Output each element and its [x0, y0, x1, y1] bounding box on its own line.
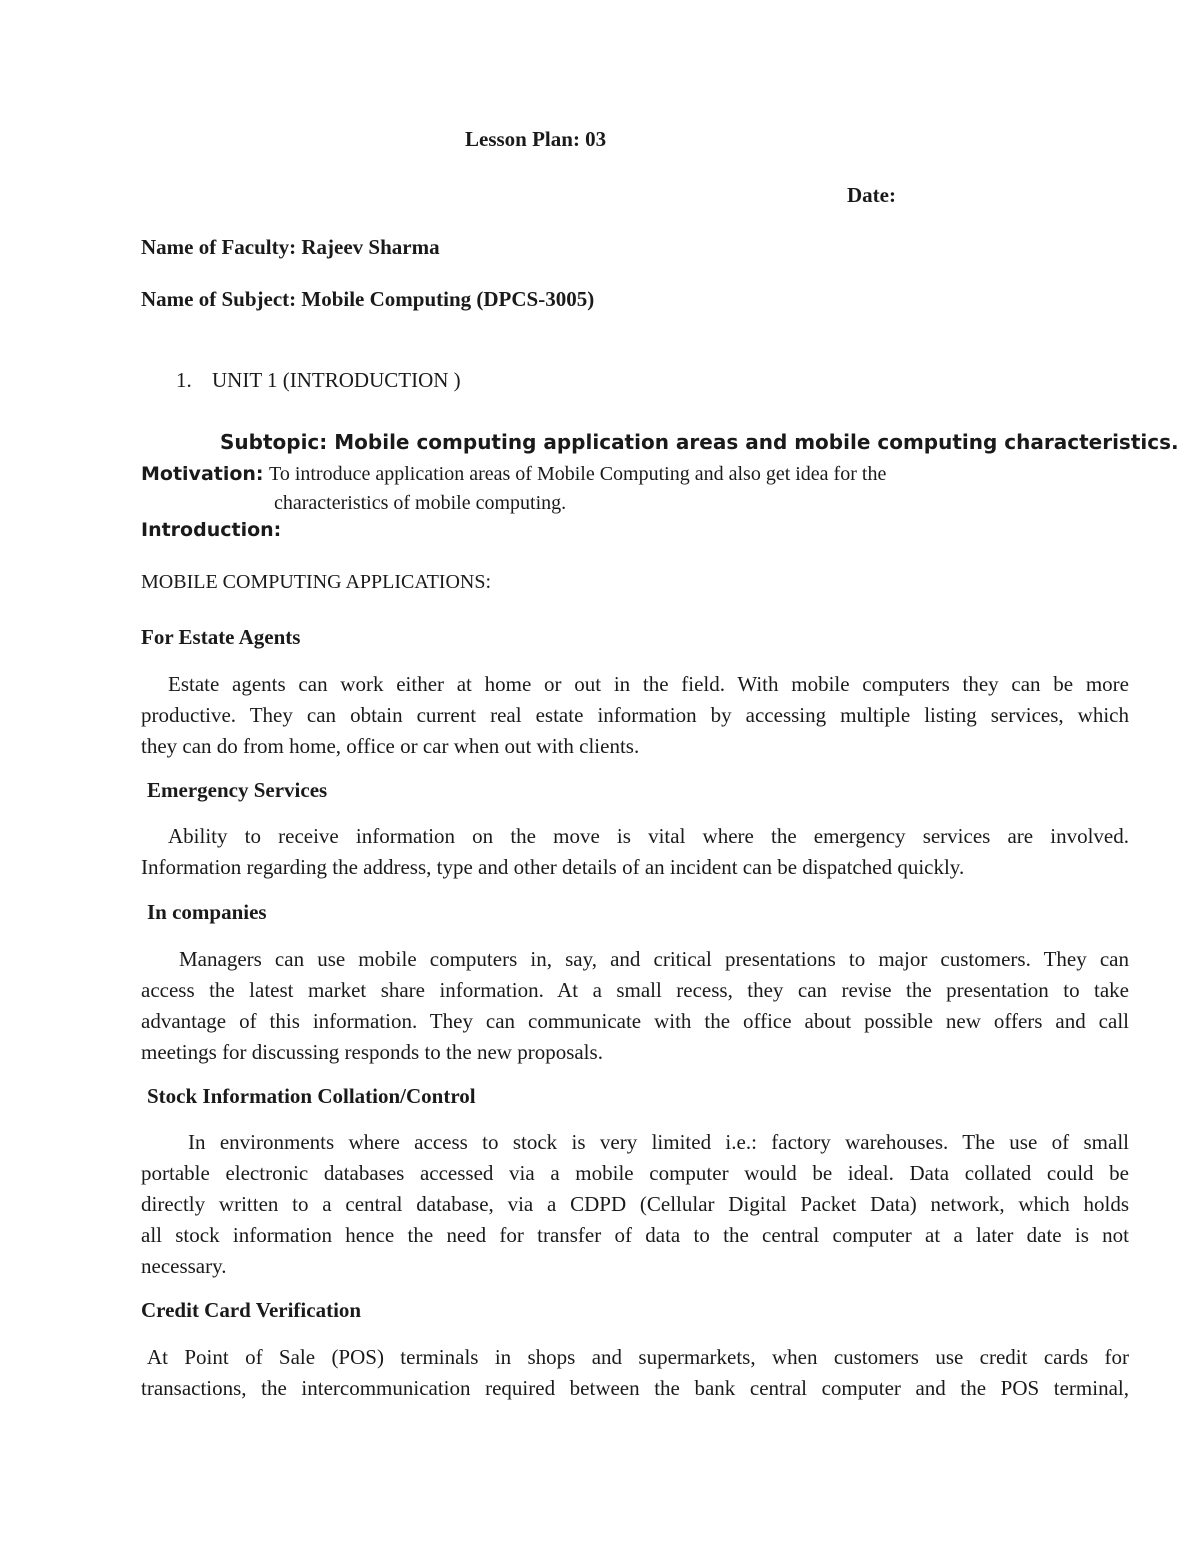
paragraph-line: transactions, the intercommunication required between the bank central computer and the POS terminal,: [141, 1376, 1129, 1400]
paragraph-in-companies: [141, 944, 1129, 1068]
faculty-name: Name of Faculty: Rajeev Sharma: [141, 235, 440, 259]
subtopic: Subtopic: Mobile computing application areas and mobile computing characteristics.: [220, 430, 1179, 454]
paragraph-line: portable electronic databases accessed via a mobile computer would be ideal. Data collated could be: [141, 1161, 1129, 1185]
paragraph-line: they can do from home, office or car when out with clients.: [141, 734, 640, 758]
paragraph-line: access the latest market share information. At a small recess, they can revise the presentation to take: [141, 978, 1129, 1002]
paragraph-line: necessary.: [141, 1254, 227, 1278]
heading-emergency-services: Emergency Services: [147, 778, 328, 802]
unit-heading: [176, 368, 461, 393]
section-title: MOBILE COMPUTING APPLICATIONS:: [141, 571, 492, 593]
heading-stock-information: Stock Information Collation/Control: [147, 1084, 476, 1108]
unit-title: UNIT 1 (INTRODUCTION ): [212, 368, 461, 392]
paragraph-credit-card-verification: [141, 1342, 1129, 1404]
paragraph-line: all stock information hence the need for transfer of data to the central computer at a later date is not: [141, 1223, 1129, 1247]
paragraph-line: In environments where access to stock is very limited i.e.: factory warehouses. The use of small: [188, 1130, 1129, 1154]
paragraph-line: productive. They can obtain current real estate information by accessing multiple listing services, which: [141, 703, 1129, 727]
unit-number: 1.: [176, 368, 192, 392]
motivation-text-line1: To introduce application areas of Mobile Computing and also get idea for the: [269, 463, 887, 485]
paragraph-line: meetings for discussing responds to the new proposals.: [141, 1040, 603, 1064]
paragraph-line: directly written to a central database, via a CDPD (Cellular Digital Packet Data) network, which holds: [141, 1192, 1129, 1216]
paragraph-line: Ability to receive information on the move is vital where the emergency services are involved.: [168, 824, 1129, 848]
paragraph-line: advantage of this information. They can communicate with the office about possible new offers and call: [141, 1009, 1129, 1033]
heading-estate-agents: For Estate Agents: [141, 625, 301, 649]
paragraph-estate-agents: [141, 669, 1129, 762]
paragraph-line: Managers can use mobile computers in, say, and critical presentations to major customers. They can: [179, 947, 1129, 971]
motivation-text-line2: characteristics of mobile computing.: [274, 492, 567, 514]
introduction-label: Introduction:: [141, 519, 282, 541]
lesson-plan-title: Lesson Plan: 03: [465, 127, 607, 151]
paragraph-line: Information regarding the address, type and other details of an incident can be dispatched quickly.: [141, 855, 965, 879]
paragraph-line: Estate agents can work either at home or out in the field. With mobile computers they can be more: [168, 672, 1129, 696]
heading-in-companies: In companies: [147, 900, 267, 924]
heading-credit-card-verification: Credit Card Verification: [141, 1298, 362, 1322]
date-label: Date:: [847, 183, 896, 207]
motivation-label: Motivation:: [141, 463, 264, 485]
paragraph-line: At Point of Sale (POS) terminals in shops and supermarkets, when customers use credit cards for: [147, 1345, 1129, 1369]
paragraph-stock-information: [141, 1127, 1129, 1282]
paragraph-emergency-services: [141, 821, 1129, 883]
subject-name: Name of Subject: Mobile Computing (DPCS-3005): [141, 287, 595, 311]
